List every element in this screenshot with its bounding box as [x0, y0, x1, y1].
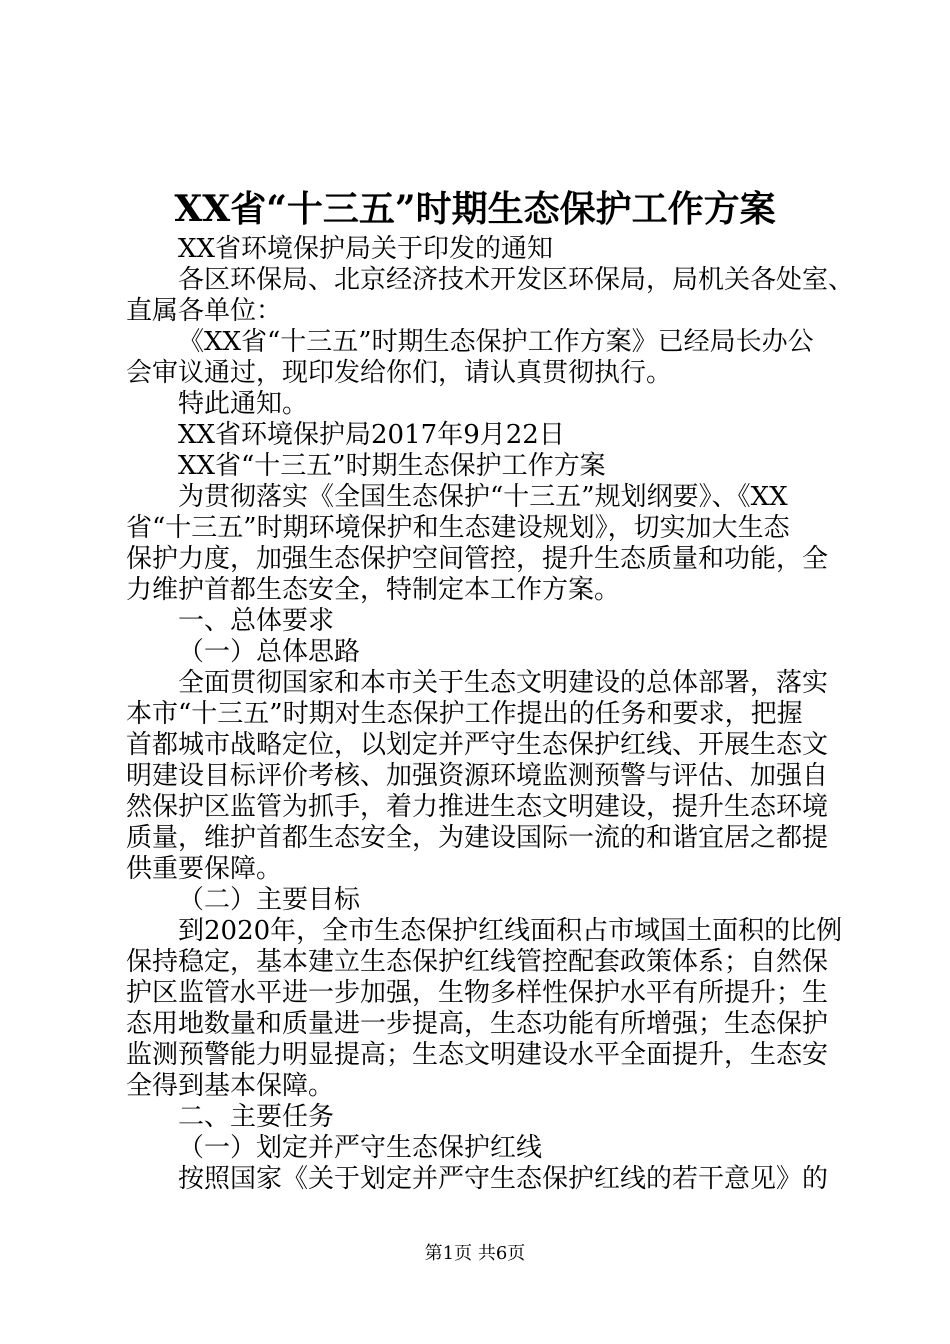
body-line-15: 全面贯彻国家和本市关于生态文明建设的总体部署，落实	[178, 668, 829, 698]
body-line-19: 然保护区监管为抓手，着力推进生态文明建设，提升生态环境	[126, 792, 829, 822]
body-line-10: 省“十三五”时期环境保护和生态建设规划》，切实加大生态	[126, 513, 790, 543]
body-line-3: 直属各单位：	[126, 296, 283, 326]
body-line-24: 保持稳定，基本建立生态保护红线管控配套政策体系；自然保	[126, 947, 829, 977]
document-body	[126, 234, 855, 1195]
page-footer: 第1页 共6页	[424, 1243, 526, 1264]
body-line-26: 态用地数量和质量进一步提高，生态功能有所增强；生态保护	[126, 1009, 829, 1039]
body-line-25: 护区监管水平进一步加强，生物多样性保护水平有所提升；生	[126, 978, 829, 1008]
body-line-21: 供重要保障。	[126, 854, 283, 884]
document-title: XX省“十三五”时期生态保护工作方案	[174, 188, 776, 230]
body-line-28: 全得到基本保障。	[126, 1071, 335, 1101]
body-line-18: 明建设目标评价考核、加强资源环境监测预警与评估、加强自	[126, 761, 829, 791]
body-line-5: 会审议通过，现印发给你们，请认真贯彻执行。	[126, 358, 673, 388]
body-line-2: 各区环保局、北京经济技术开发区环保局，局机关各处室、	[178, 265, 855, 295]
subsection-heading-3: （一）划定并严守生态保护红线	[178, 1133, 543, 1163]
body-line-31: 按照国家《关于划定并严守生态保护红线的若干意见》的	[178, 1164, 829, 1194]
body-line-4: 《XX省“十三五”时期生态保护工作方案》已经局长办公	[178, 327, 814, 357]
subsection-heading-2: （二）主要目标	[178, 885, 361, 915]
section-heading-2: 二、主要任务	[178, 1102, 335, 1132]
section-heading-1: 一、总体要求	[178, 606, 335, 636]
body-line-17: 首都城市战略定位，以划定并严守生态保护红线、开展生态文	[126, 730, 829, 760]
body-line-8: XX省“十三五”时期生态保护工作方案	[178, 451, 606, 481]
body-line-6: 特此通知。	[178, 389, 309, 419]
body-line-16: 本市“十三五”时期对生态保护工作提出的任务和要求，把握	[126, 699, 803, 729]
subsection-heading-1: （一）总体思路	[178, 637, 361, 667]
body-line-12: 力维护首都生态安全，特制定本工作方案。	[126, 575, 621, 605]
body-line-7: XX省环境保护局2017年9月22日	[178, 420, 565, 450]
body-line-9: 为贯彻落实《全国生态保护“十三五”规划纲要》、《XX	[178, 482, 788, 512]
body-line-23: 到2020年，全市生态保护红线面积占市域国土面积的比例	[178, 916, 843, 946]
body-line-27: 监测预警能力明显提高；生态文明建设水平全面提升，生态安	[126, 1040, 829, 1070]
body-line-20: 质量，维护首都生态安全，为建设国际一流的和谐宜居之都提	[126, 823, 829, 853]
body-line-11: 保护力度，加强生态保护空间管控，提升生态质量和功能，全	[126, 544, 829, 574]
body-line-1: XX省环境保护局关于印发的通知	[178, 234, 554, 264]
